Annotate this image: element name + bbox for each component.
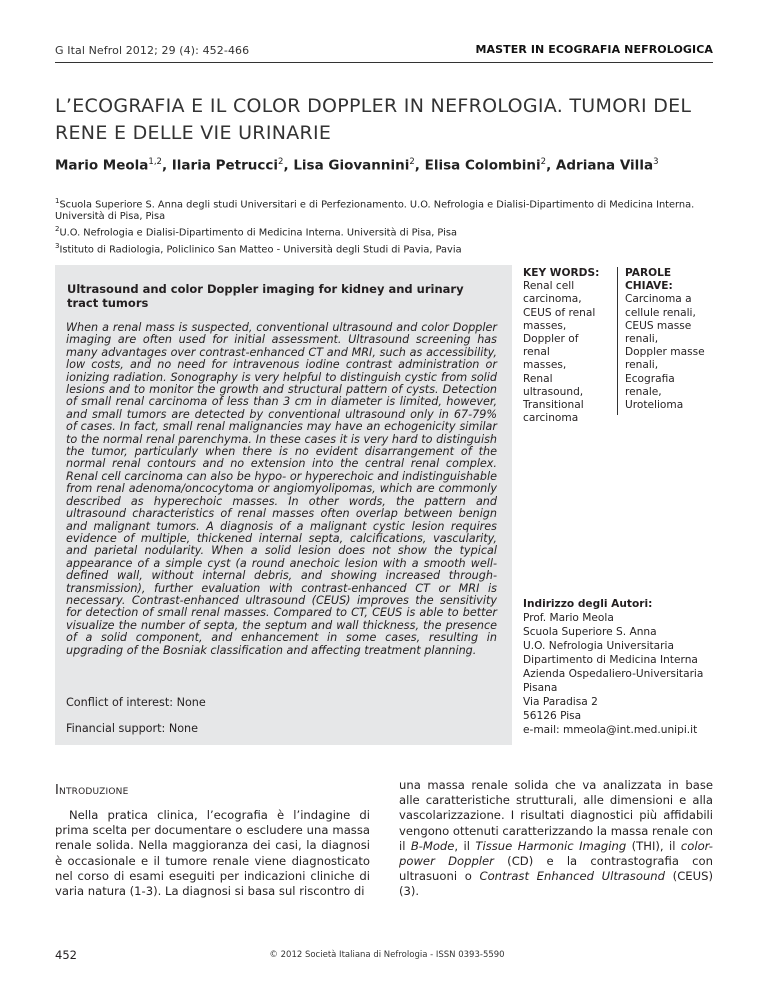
body-text: (THI), il xyxy=(626,838,681,853)
correspondence-label: Indirizzo degli Autori: xyxy=(523,598,653,610)
correspondence-address xyxy=(523,597,723,737)
keyword-line: cellule renali, xyxy=(625,306,696,319)
author-affil-ref: 2 xyxy=(540,157,547,167)
keywords-list xyxy=(625,293,715,412)
copyright-footer: © 2012 Società Italiana di Nefrologia - ISSN 0393-5590 xyxy=(269,950,505,960)
author-separator: , xyxy=(161,157,172,174)
abstract-title: Ultrasound and color Doppler imaging for kidney and urinary tract tumors xyxy=(67,282,464,310)
keywords-english xyxy=(523,267,608,425)
keyword-line: CEUS masse xyxy=(625,319,692,332)
keywords-list xyxy=(523,280,608,425)
author-affil-ref: 2 xyxy=(409,157,415,167)
author-affil-ref: 2 xyxy=(278,157,284,167)
author-name: Mario Meola xyxy=(55,157,149,174)
abstract-text: When a renal mass is suspected, conventional ultrasound and color Doppler imaging are often used for initial assessment. Ultrasound screening has many advantages over contrast-enhanced CT and MRI, such as accessibility, low costs, and no need for intravenous iodine contrast administration or ionizing radiation. Sonography is very helpful to distinguish cystic from solid lesions and to monitor the growth and structural pattern of cysts. Detection of small renal carcinoma of less than 3 cm in diameter is limited, however, and small tumors are detected by conventional ultrasound only in 67-79% of cases. In fact, small renal malignancies may have an echogenicity similar to the normal renal parenchyma. In these cases it is very hard to distinguish the tumor, particularly when there is no evident disarrangement of the normal renal contours and no extension into the central renal complex. Renal cell carcinoma can also be hypo- or hyperechoic and indistinguishable from renal adenoma/oncocytoma or angiomyolipomas, which are commonly described as hyperechoic masses. In other words, the pattern and ultrasound characteristics of renal masses often overlap between benign and malignant tumors. A diagnosis of a malignant cystic lesion requires evidence of multiple, thickened internal septa, calcifications, vascularity, and parietal nodularity. When a solid lesion does not show the typical appearance of a simple cyst (a round anechoic lesion with a smooth well-defined wall, without internal debris, and showing increased through-transmission), further evaluation with contrast-enhanced CT or MRI is necessary. Contrast-enhanced ultrasound (CEUS) improves the sensitivity for detection of small renal masses. Compared to CT, CEUS is able to better visualize the number of septa, the septum and wall thickness, the presence of a solid component, and enhancement in some cases, resulting in upgrading of the Bosniak classification and affecting treatment planning. xyxy=(66,321,497,657)
intro-paragraph-right xyxy=(399,778,713,900)
affiliations xyxy=(55,195,720,256)
affiliation-text: U.O. Nefrologia e Dialisi-Dipartimento di Medicina Interna. Università di Pisa, Pisa xyxy=(59,227,457,239)
address-line: Via Paradisa 2 xyxy=(523,696,598,708)
address-line: Azienda Ospedaliero-Universitaria xyxy=(523,668,704,680)
section-label: MASTER IN ECOGRAFIA NEFROLOGICA xyxy=(475,43,713,56)
affiliation xyxy=(55,240,720,256)
body-text: (CD) e la contrastografia con ultrasuoni o xyxy=(399,854,713,884)
keyword-line: Renal cell xyxy=(523,280,575,293)
keyword-line: carcinoma, xyxy=(523,293,582,306)
affiliation-text: Istituto di Radiologia, Policlinico San Matteo - Università degli Studi di Pavia, Pavia xyxy=(59,243,462,255)
keyword-line: Doppler masse xyxy=(625,346,705,359)
address-line: Pisana xyxy=(523,682,558,694)
author-separator: , xyxy=(283,157,294,174)
keywords-label: PAROLE CHIAVE: xyxy=(625,267,673,293)
author-name: Ilaria Petrucci xyxy=(171,157,279,174)
keyword-line: Urotelioma xyxy=(625,399,684,412)
keyword-line: Carcinoma a xyxy=(625,293,692,306)
section-heading-text: Introduzione xyxy=(55,783,129,798)
article-title: L’ECOGRAFIA E IL COLOR DOPPLER IN NEFROLOGIA. TUMORI DEL RENE E DELLE VIE URINARIE xyxy=(55,95,692,144)
affiliation xyxy=(55,223,720,239)
author-name: Lisa Giovannini xyxy=(293,157,410,174)
conflict-of-interest: Conflict of interest: None xyxy=(66,696,206,709)
author-list xyxy=(55,157,658,174)
address-line: U.O. Nefrologia Universitaria xyxy=(523,640,674,652)
term-ceus: Contrast Enhanced Ultrasound xyxy=(479,869,665,884)
affiliation-number: 1 xyxy=(55,197,60,205)
keyword-line: carcinoma xyxy=(523,412,579,425)
journal-reference: G Ital Nefrol 2012; 29 (4): 452-466 xyxy=(55,44,250,57)
author-name: Elisa Colombini xyxy=(424,157,541,174)
term-color-power-doppler: color-power Doppler xyxy=(399,838,713,869)
keyword-line: Ecografia xyxy=(625,372,675,385)
affiliation-number: 2 xyxy=(55,225,60,234)
keyword-line: renale, xyxy=(625,385,662,398)
affiliation-number: 3 xyxy=(55,241,60,250)
keyword-line: Transitional xyxy=(523,399,584,412)
page-number: 452 xyxy=(55,948,77,962)
affiliation-text: Scuola Superiore S. Anna degli studi Universitari e di Perfezionamento. U.O. Nefrologia e Dialisi-Dipartimento di Medicina Interna. Università di Pisa, Pisa xyxy=(55,199,695,223)
keywords-label: KEY WORDS: xyxy=(523,267,600,279)
address-line: Dipartimento di Medicina Interna xyxy=(523,654,698,666)
keyword-line: masses, xyxy=(523,359,567,372)
keyword-line: masses, xyxy=(523,319,567,332)
body-text: (CEUS) (3). xyxy=(399,869,713,899)
address-line: Prof. Mario Meola xyxy=(523,612,614,624)
keyword-line: renali, xyxy=(625,333,659,346)
intro-paragraph-left: Nella pratica clinica, l’ecografia è l’indagine di prima scelta per documentare o escludere una massa renale solida. Nella maggioranza dei casi, la diagnosi è occasionale e il tumore renale viene diagnosticato nel corso di esami eseguiti per indicazioni cliniche di varia natura (1-3). La diagnosi si basa sul riscontro di xyxy=(55,808,370,899)
keyword-line: Renal ultrasound, xyxy=(523,372,584,398)
keyword-line: renali, xyxy=(625,359,659,372)
header-rule xyxy=(55,62,713,63)
body-text: una massa renale solida che va analizzata in base alle caratteristiche strutturali, alle dimensioni e alla vascolarizzazione. I risultati diagnostici più affidabili vengono ottenuti caratterizzando la massa renale con il xyxy=(399,778,713,853)
affiliation xyxy=(55,195,720,223)
keyword-line: CEUS of renal xyxy=(523,306,596,319)
body-text: , il xyxy=(454,838,476,853)
email-line[interactable]: e-mail: mmeola@int.med.unipi.it xyxy=(523,724,698,736)
keywords-divider xyxy=(617,267,618,415)
author-affil-ref: 1,2 xyxy=(148,157,162,167)
author-affil-ref: 3 xyxy=(653,157,659,167)
keywords-italian xyxy=(625,267,715,412)
keyword-line: Doppler of renal xyxy=(523,333,579,359)
term-b-mode: B-Mode xyxy=(410,838,455,853)
author-separator: , xyxy=(414,157,425,174)
address-line: 56126 Pisa xyxy=(523,710,582,722)
section-heading xyxy=(55,783,128,798)
financial-support: Financial support: None xyxy=(66,722,199,735)
author-separator: , xyxy=(546,157,556,174)
term-thi: Tissue Harmonic Imaging xyxy=(475,838,627,853)
address-line: Scuola Superiore S. Anna xyxy=(523,626,657,638)
author-name: Adriana Villa xyxy=(555,157,654,174)
